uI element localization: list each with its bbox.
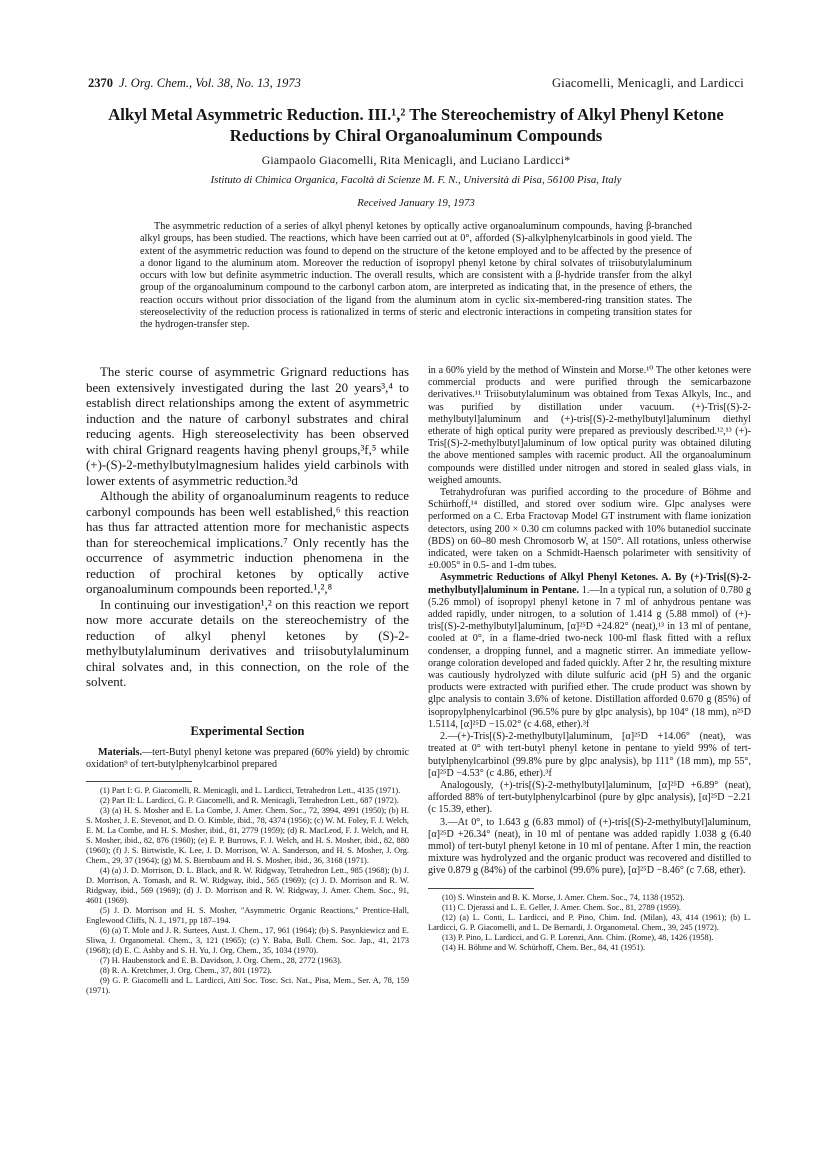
received-date: Received January 19, 1973: [357, 197, 475, 209]
author-list: Giampaolo Giacomelli, Rita Menicagli, and Luciano Lardicci*: [261, 153, 571, 167]
footnote-list: [86, 786, 409, 996]
left-column: [86, 365, 409, 996]
footnote: (8) R. A. Kretchmer, J. Org. Chem., 37, 801 (1972).: [100, 965, 272, 975]
article-title: Alkyl Metal Asymmetric Reduction. III.¹,² The Stereochemistry of Alkyl Phenyl Ketone Reductions by Chiral Organoaluminum Compounds: [108, 105, 724, 145]
running-authors: Giacomelli, Menicagli, and Lardicci: [551, 76, 744, 90]
footnote: (9) G. P. Giacomelli and L. Lardicci, Atti Soc. Tosc. Sci. Nat., Pisa, Mem., Ser. A, 78, 159 (1971).: [86, 975, 409, 995]
footnote: (7) H. Haubenstock and E. B. Davidson, J. Org. Chem., 28, 2772 (1963).: [100, 955, 342, 965]
materials-text: —tert-Butyl phenyl ketone was prepared (60% yield) by chromic oxidation⁹ of tert-butylphenylcarbinol prepared: [86, 746, 409, 770]
intro-paragraph: The steric course of asymmetric Grignard reductions has been extensively investigated during the last 20 years³,⁴ to establish direct relationships among the extent of asymmetric induction and the nature of carbonyl substrates and chiral reducing agents. High stereoselectivity has been observed with chiral Grignard reagents having phenyl groups,³f,⁵ while (+)-(S)-2-methylbutylmagnesium halides yield carbinols with lower extents of asymmetric reduction.³d: [86, 365, 409, 488]
body-paragraph: [428, 572, 751, 731]
run-in-heading: Asymmetric Reductions of Alkyl Phenyl Ketones. A. By (+)-Tris[(S)-2-methylbutyl]aluminum in Pentane.: [428, 572, 751, 596]
footnote: (13) P. Pino, L. Lardicci, and G. P. Lorenzi, Ann. Chim. (Rome), 48, 1426 (1958).: [442, 932, 714, 942]
running-header: [88, 76, 744, 92]
footnote-list: [428, 893, 751, 953]
body-paragraph: Analogously, (+)-tris[(S)-2-methylbutyl]aluminum, [α]²⁵D +6.89° (neat), afforded 88% of tert-butylphenylcarbinol (pure by glpc analysis), [α]²⁵D −2.21 (c 15.39, ether).: [428, 779, 751, 816]
footnote: (14) H. Böhme and W. Schürhoff, Chem. Ber., 84, 41 (1951).: [442, 942, 646, 952]
body-paragraph: 3.—At 0°, to 1.643 g (6.83 mmol) of (+)-tris[(S)-2-methylbutyl]aluminum, [α]²⁵D +26.34° (neat), in 10 ml of pentane was added rapidly 1.038 g (6.40 mmol) of tert-butyl phenyl ketone in 10 ml of pentane. After 1 min, the reaction mixture was hydrolyzed and the organic product was recovered and distilled to give 0.879 g (84%) of the carbinol (99.6% pure), [α]²⁵D −8.46° (c 7.68, ether).: [428, 816, 751, 877]
footnote: (12) (a) L. Conti, L. Lardicci, and P. Pino, Chim. Ind. (Milan), 43, 414 (1961); (b) L. Lardicci, G. P. Giacomelli, and L. De Bernardi, J. Organometal. Chem., 39, 245 (1972).: [428, 912, 751, 932]
footnote-rule: [428, 888, 534, 889]
section-heading: Experimental Section: [190, 723, 305, 738]
intro-paragraph: Although the ability of organoaluminum reagents to reduce carbonyl compounds has been well established,⁶ this reaction has thus far attracted attention more for mechanistic aspects than for stereochemical implications.⁷ Only recently has the occurrence of asymmetric induction phenomena in the reduction of prochiral ketones by optically active organoaluminum compounds been reported.¹,²,⁸: [86, 489, 409, 596]
footnote: (1) Part I: G. P. Giacomelli, R. Menicagli, and L. Lardicci, Tetrahedron Lett., 4135 (1971).: [100, 785, 401, 795]
body-paragraph: Tetrahydrofuran was purified according to the procedure of Böhme and Schürhoff,¹⁴ distilled, and stored over sodium wire. Glpc analyses were performed on a C. Erba Fractovap Model GT instrument with flame ionization detectors, using 200 × 0.30 cm columns packed with 10% butanediol succinate (BDS) on 60–80 mesh Chromosorb W, at 150°. All rotations, unless otherwise indicated, were taken on a Schmidt-Haensch polarimeter with sensitivity of ±0.005° in 0.5- and 1-dm tubes.: [428, 487, 751, 572]
page-number: 2370: [88, 76, 113, 90]
footnote-rule: [86, 781, 192, 782]
footnote: (3) (a) H. S. Mosher and E. La Combe, J. Amer. Chem. Soc., 72, 3994, 4991 (1950); (b) H. S. Mosher, J. E. Stevenot, and D. O. Kimble, ibid., 78, 4374 (1956); (c) W. M. Foley, F. J. Welch, E. M. La Combe, and H. S. Mosher, ibid., 81, 2779 (1959); (d) R. MacLeod, F. J. Welch, and H. S. Mosher, ibid., 82, 876 (1960); (e) E. P. Burrows, F. J. Welch, and H. S. Mosher, ibid., 82, 880 (1960); (f) J. S. Birtwistle, K. Lee, J. D. Morrison, W. A. Sanderson, and H. S. Mosher, J. Org. Chem., 29, 37 (1964); (g) M. S. Biernbaum and H. S. Mosher, ibid., 36, 3168 (1971).: [86, 805, 409, 865]
materials-paragraph: [86, 747, 409, 771]
footnote: (6) (a) T. Mole and J. R. Surtees, Aust. J. Chem., 17, 961 (1964); (b) S. Pasynkiewicz and E. Sliwa, J. Organometal. Chem., 3, 121 (1965); (c) Y. Baba, Bull. Chem. Soc. Jap., 41, 2173 (1968); (d) E. C. Ashby and S. H. Yu, J. Org. Chem., 35, 1034 (1970).: [86, 925, 409, 955]
procedure-text: 1.—In a typical run, a solution of 0.780 g (5.26 mmol) of isopropyl phenyl ketone in 7 ml of anhydrous pentane was added rapidly, under nitrogen, to a solution of 1.414 g (5.88 mmol) of (+)-tris[(S)-2-methylbutyl]aluminum, [α]²⁵D +24.82° (neat),¹³ in 13 ml of pentane, cooled at 0°, in a flame-dried two-neck 100-ml flask fitted with a reflux condenser, a dropping funnel, and a magnetic stirrer. An immediate yellow-orange coloration developed and faded quickly. After 2 hr, the resulting mixture was cautiously hydrolyzed with dilute sulfuric acid (pH 5) and the organic products were extracted with purified ether. The crude product was shown by glpc analysis to contain 3.6% of ketone. Distillation afforded 0.670 g (85%) of isopropylphenylcarbinol (96.5% pure by glpc analysis), bp 104° (18 mm), n²⁵D 1.5114, [α]²⁵D −15.02° (c 4.68, ether).³f: [428, 584, 751, 730]
abstract: The asymmetric reduction of a series of alkyl phenyl ketones by optically active organoaluminum compounds, having β-branched alkyl groups, has been studied. The reactions, which have been carried out at 0°, afforded (S)-alkylphenylcarbinols in good yield. The extent of the asymmetric reduction was found to depend on the structure of the ketone employed and to be affected by the presence of a donor ligand to the aluminum atom. Moreover the reduction of isopropyl phenyl ketone by chiral solvates of triisobutylaluminum occurs with low but definite asymmetric induction. The overall results, which are consistent with a β-hydride transfer from the alkyl group of the organoaluminum compound to the carbonyl carbon atom, are interpreted as indicating that, in the presence of ethers, the reaction occurs without prior dissociation of the ligand from the aluminum atom in cyclic six-membered-ring transition states. The stereoselectivity of the reduction process is rationalized in terms of steric and electronic interactions in competing transition states for the hydrogen-transfer step.: [140, 221, 692, 331]
intro-paragraph: In continuing our investigation¹,² on this reaction we report now more accurate details on the stereochemistry of the reduction of alkyl phenyl ketones by (S)-2-methylbutylaluminum derivatives and triisobutylaluminum chiral solvates and, in this connection, on the role of the solvent.: [86, 597, 409, 689]
affiliation: Istituto di Chimica Organica, Facoltà di Scienze M. F. N., Università di Pisa, 56100 Pisa, Italy: [210, 174, 622, 186]
right-column: [428, 365, 751, 953]
footnote: (4) (a) J. D. Morrison, D. L. Black, and R. W. Ridgway, Tetrahedron Lett., 985 (1968); (b) J. D. Morrison, A. Tomash, and R. W. Ridgway, ibid., 565 (1969); (c) J. D. Morrison and R. W. Ridgway, ibid., 569 (1969); (d) J. D. Morrison and R. W. Ridgway, J. Amer. Chem. Soc., 91, 4601 (1969).: [86, 865, 409, 905]
footnote: (5) J. D. Morrison and H. S. Mosher, "Asymmetric Organic Reactions," Prentice-Hall, Englewood Cliffs, N. J., 1971, pp 187–194.: [86, 905, 409, 925]
footnote: (2) Part II: L. Lardicci, G. P. Giacomelli, and R. Menicagli, Tetrahedron Lett., 687 (1972).: [100, 795, 399, 805]
footnote: (11) C. Djerassi and L. E. Geller, J. Amer. Chem. Soc., 81, 2789 (1959).: [442, 902, 682, 912]
footnote: (10) S. Winstein and B. K. Morse, J. Amer. Chem. Soc., 74, 1138 (1952).: [442, 892, 685, 902]
run-in-heading: Materials.: [98, 746, 143, 758]
journal-citation: J. Org. Chem., Vol. 38, No. 13, 1973: [119, 76, 301, 90]
body-paragraph: 2.—(+)-Tris[(S)-2-methylbutyl]aluminum, [α]²⁵D +14.06° (neat), was treated at 0° with tert-butyl phenyl ketone in pentane to yield 99% of tert-butylphenylcarbinol (99.8% pure by glpc analysis), bp 111° (18 mm), mp 55°, [α]²⁵D −4.53° (c 4.86, ether).³f: [428, 731, 751, 779]
body-paragraph: in a 60% yield by the method of Winstein and Morse.¹⁰ The other ketones were commercial products and were purified through the semicarbazone derivatives.¹¹ Triisobutylaluminum was obtained from Texas Alkyls, Inc., and was purified by distillation under vacuum. (+)-Tris[(S)-2-methylbutyl]aluminum and (+)-tris[(S)-2-methylbutyl]aluminum diethyl etherate of high optical purity were prepared as previously described.¹²,¹³ (+)-Tris[(S)-2-methylbutyl]aluminum of low optical purity was obtained diluting the above mentioned samples with racemic product. All the organoaluminum compounds were distilled under nitrogen and stored in sealed glass vials, in weighed amounts.: [428, 365, 751, 486]
